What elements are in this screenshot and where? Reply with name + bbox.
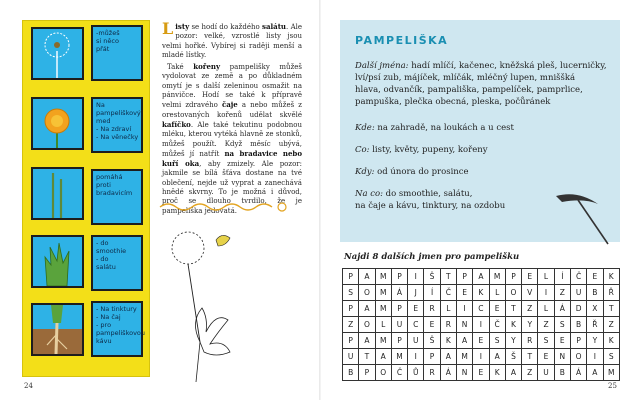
wordsearch-cell[interactable]: N [456,365,472,381]
wordsearch-cell[interactable]: E [456,285,472,301]
wordsearch-row [343,317,620,333]
wordsearch-row [343,333,620,349]
wordsearch-cell[interactable]: Á [440,365,456,381]
wordsearch-cell[interactable]: Í [424,285,440,301]
wordsearch-cell[interactable]: M [603,365,620,381]
wordsearch-cell[interactable]: N [554,349,570,365]
wordsearch-cell[interactable]: Y [587,333,603,349]
paragraph-roots: Také kořeny pampelišky můžeš vydolovat ze země a po důkladném omytí je s další zeleninou osmažit na pánvičce. Hodí se také k přípravě velmi zdravého čaje a nebo můžeš z orestovaných kořenů udělat skvělé kafíčko. Ale také tekutinu podobnou mléku, kterou vytéká hlavně ze stonků, můžeš použít. Když měsíc ubývá, můžeš jí natřít na bradavice nebo kuří oka, aby zmizely. Ale pozor: jakmile se bílá šťáva dostane na tvé oblečení, nejde už vyprat a zanechává hnědé skvrny. To je možná i důvod, proč se dlouho tvrdilo, že je pampeliška jedovatá. [162,62,303,215]
ornament-divider [158,200,290,214]
wordsearch-cell[interactable]: Č [489,317,505,333]
wordsearch-cell[interactable]: P [343,301,359,317]
wordsearch-cell[interactable]: M [375,333,391,349]
paragraph-leaves: Listy se hodí do každého salátu. Ale pozor: velké, vzrostlé listy jsou velmi hořké. Vybírej si raději menší a mladé lístky. [162,19,303,59]
wordsearch-cell[interactable]: Š [424,269,440,285]
wordsearch-row [343,269,620,285]
wordsearch-cell[interactable]: S [603,349,620,365]
names-line-2: lví/psí zub, májíček, mlíčák, mléčný lupen, mniššká [355,73,576,83]
wordsearch-cell[interactable]: Z [343,317,359,333]
wordsearch-cell[interactable]: L [538,269,554,285]
wordsearch-row [343,349,620,365]
wordsearch-cell[interactable]: E [538,349,554,365]
wordsearch-cell[interactable]: M [391,349,407,365]
wordsearch-cell[interactable]: I [408,269,424,285]
wordsearch-cell[interactable]: Y [505,333,521,349]
dandelion-root-illustration [31,303,84,356]
wordsearch-cell[interactable]: O [505,285,521,301]
wordsearch-cell[interactable]: S [538,333,554,349]
wordsearch-cell[interactable]: E [473,333,489,349]
wordsearch-cell[interactable]: K [603,269,620,285]
wordsearch-cell[interactable]: Z [603,317,620,333]
wordsearch-cell[interactable]: B [554,365,570,381]
wordsearch-cell[interactable]: N [456,317,472,333]
wordsearch-row [343,285,620,301]
use-line-1: Na co: do smoothie, salátu, [355,189,473,199]
wordsearch-row [343,301,620,317]
note-honey: Na pampeliškový med - Na zdraví - Na věnečky [91,97,143,153]
wordsearch-cell[interactable]: A [473,269,489,285]
wordsearch-cell[interactable]: R [424,365,440,381]
wordsearch-cell[interactable]: C [408,317,424,333]
wordsearch-cell[interactable]: U [408,333,424,349]
wordsearch-cell[interactable]: P [343,269,359,285]
names-line-1: Další jména: hadí mlíčí, kačenec, kněžská pleš, lucerničky, [355,61,607,71]
wordsearch-cell[interactable]: E [587,269,603,285]
wordsearch-cell[interactable]: M [375,301,391,317]
body-text [162,19,303,218]
wordsearch-cell[interactable]: U [343,349,359,365]
wordsearch-cell[interactable]: Y [522,317,538,333]
wordsearch-cell[interactable]: I [456,301,472,317]
wordsearch-cell[interactable]: Ř [603,285,620,301]
note-smoothie: - do smoothie - do salátu [91,235,143,291]
wordsearch-cell[interactable]: B [343,365,359,381]
wordsearch-cell[interactable]: E [522,269,538,285]
drop-cap: L [162,19,174,38]
dandelion-stem-illustration [31,167,84,220]
illustrated-panel [22,20,150,377]
note-tinctures: - Na tinktury - Na čaj - pro pampeliškovou kávu [91,301,143,357]
note-warts: pomáhá proti bradavicím [91,169,143,225]
wordsearch-cell[interactable]: A [359,269,375,285]
wordsearch-cell[interactable]: E [424,317,440,333]
wordsearch-cell[interactable]: V [522,285,538,301]
wordsearch-cell[interactable]: O [359,285,375,301]
wordsearch-cell[interactable]: A [440,349,456,365]
wordsearch-cell[interactable]: E [473,365,489,381]
wordsearch-cell[interactable]: Ů [408,365,424,381]
wordsearch-cell[interactable]: Í [554,269,570,285]
wordsearch-cell[interactable]: L [489,285,505,301]
wordsearch-cell[interactable]: I [473,349,489,365]
page-title: PAMPELIŠKA [355,34,449,47]
wordsearch-cell[interactable]: M [375,269,391,285]
wordsearch-cell[interactable]: Á [391,285,407,301]
names-line-4: pampuška, plečka obecná, pleska, počůránek [355,97,551,107]
wordsearch-cell[interactable]: P [391,301,407,317]
wordsearch-cell[interactable]: R [522,333,538,349]
wordsearch-cell[interactable]: Z [538,317,554,333]
wordsearch-title: Najdi 8 dalších jmen pro pampelišku [344,252,520,262]
wordsearch-cell[interactable]: Č [391,365,407,381]
dandelion-seedhead-illustration [31,27,84,80]
book-gutter [319,0,321,400]
wordsearch-cell[interactable]: S [554,317,570,333]
wordsearch-cell[interactable]: B [587,285,603,301]
wordsearch-cell[interactable]: C [473,301,489,317]
wordsearch-cell[interactable]: D [570,301,586,317]
wordsearch-cell[interactable]: L [375,317,391,333]
wordsearch-cell[interactable]: E [408,301,424,317]
scythe-illustration [548,186,620,246]
wordsearch-cell[interactable]: T [505,301,521,317]
wordsearch-cell[interactable]: T [359,349,375,365]
wordsearch-cell[interactable]: O [570,349,586,365]
wordsearch-cell[interactable]: P [424,349,440,365]
wordsearch-row [343,365,620,381]
wordsearch-cell[interactable]: U [570,285,586,301]
note-wish: -můžeš si něco přát [91,25,143,81]
wordsearch-cell[interactable]: K [603,333,620,349]
wordsearch-cell[interactable]: M [489,269,505,285]
wordsearch-cell[interactable]: Š [505,349,521,365]
page-number-left: 24 [24,382,33,390]
wordsearch-cell[interactable]: I [538,285,554,301]
wordsearch-cell[interactable]: R [440,317,456,333]
wordsearch-cell[interactable]: I [587,349,603,365]
wordsearch-cell[interactable]: I [408,349,424,365]
wordsearch-cell[interactable]: S [489,333,505,349]
wordsearch-cell[interactable]: Z [522,301,538,317]
wordsearch-cell[interactable]: O [375,365,391,381]
dandelion-leaves-illustration [31,235,84,288]
wordsearch-cell[interactable]: L [440,301,456,317]
wordsearch-cell[interactable]: E [489,301,505,317]
wordsearch-cell[interactable]: U [391,317,407,333]
dandelion-flower-illustration [31,97,84,150]
wordsearch-cell[interactable]: P [570,333,586,349]
wordsearch-cell[interactable]: A [359,301,375,317]
dandelion-sketch-illustration [160,222,270,382]
wordsearch-cell[interactable]: S [343,285,359,301]
wordsearch-cell[interactable]: P [359,365,375,381]
wordsearch-cell[interactable]: M [375,285,391,301]
wordsearch-cell[interactable]: P [505,269,521,285]
wordsearch-cell[interactable]: K [505,317,521,333]
wordsearch-cell[interactable]: Č [440,285,456,301]
wordsearch-cell[interactable]: A [359,333,375,349]
wordsearch-cell[interactable]: Á [570,365,586,381]
wordsearch-cell[interactable]: X [587,301,603,317]
wordsearch-cell[interactable]: P [456,269,472,285]
wordsearch-cell[interactable]: P [391,333,407,349]
wordsearch-cell[interactable]: P [391,269,407,285]
wordsearch-cell[interactable]: M [456,349,472,365]
wordsearch-cell[interactable]: A [375,349,391,365]
page-number-right: 25 [608,382,617,390]
wordsearch-cell[interactable]: R [424,301,440,317]
wordsearch-cell[interactable]: Á [554,301,570,317]
wordsearch-cell[interactable]: E [554,333,570,349]
wordsearch-cell[interactable]: A [587,365,603,381]
wordsearch-cell[interactable]: Ř [587,317,603,333]
wordsearch-cell[interactable]: A [489,349,505,365]
wordsearch-cell[interactable]: Š [424,333,440,349]
wordsearch-cell[interactable]: Z [522,365,538,381]
wordsearch-cell[interactable]: Č [570,269,586,285]
wordsearch-cell[interactable]: U [538,365,554,381]
wordsearch-cell[interactable]: A [505,365,521,381]
where-line: Kde: na zahradě, na loukách a u cest [355,123,514,133]
wordsearch-cell[interactable]: Z [554,285,570,301]
wordsearch-grid[interactable] [342,268,620,381]
wordsearch-cell[interactable]: T [603,301,620,317]
wordsearch-cell[interactable]: J [408,285,424,301]
wordsearch-cell[interactable]: K [440,333,456,349]
names-line-3: hlava, odvančík, pampališka, pampelíček, pamprlice, [355,85,583,95]
wordsearch-cell[interactable]: T [440,269,456,285]
wordsearch-cell[interactable]: K [473,285,489,301]
what-line: Co: listy, květy, pupeny, kořeny [355,145,488,155]
wordsearch-cell[interactable]: A [456,333,472,349]
wordsearch-cell[interactable]: O [359,317,375,333]
wordsearch-cell[interactable]: T [522,349,538,365]
wordsearch-cell[interactable]: L [538,301,554,317]
wordsearch-cell[interactable]: K [489,365,505,381]
wordsearch-cell[interactable]: P [343,333,359,349]
when-line: Kdy: od února do prosince [355,167,469,177]
wordsearch-cell[interactable]: I [473,317,489,333]
wordsearch-cell[interactable]: B [570,317,586,333]
use-line-2: na čaje a kávu, tinktury, na ozdobu [355,201,506,211]
